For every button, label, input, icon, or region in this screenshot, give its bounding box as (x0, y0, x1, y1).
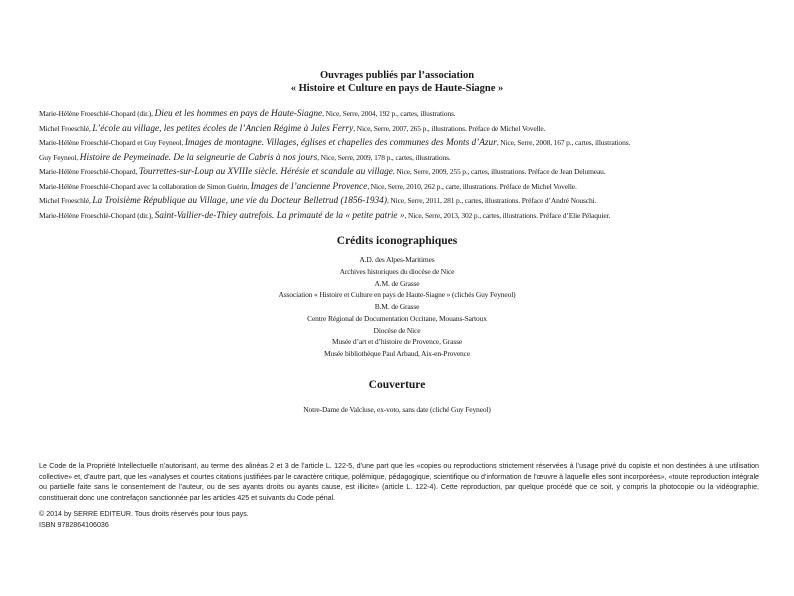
legal-paragraph: Le Code de la Propriété Intellectuelle n’autorisant, au terme des alinéas 2 et 3 de l’article L. 122-5, d’une part que les «copies ou reproductions strictement réservées à l’usage privé du copiste et non destinées à une utilisation collective» et, d’autre part, que les «analyses et courtes citations justifiées par le caractère critique, polémique, pédagogique, scientifique ou d’information de l’œuvre à laquelle elles sont incorporées», «toute reproduction intégrale ou partielle faite sans le consentement de l’auteur, ou de ses ayants droits ou ayants cause, est illicite» (article L. 122-4). Cette reproduction, par quelque procédé que ce soit, y compris la photocopie ou la vidéographie, constituerait donc une contrefaçon sanctionnée par les articles 425 et suivants du Code pénal. (39, 462, 759, 502)
credit-item: Diocèse de Nice (373, 325, 421, 335)
publication-item (39, 136, 759, 151)
publication-item (39, 180, 759, 195)
publications-title: Ouvrages publiés par l’association (319, 70, 475, 81)
publication-item (39, 194, 759, 209)
credits-title: Crédits iconographiques (336, 235, 458, 247)
publication-details: , Nice, Serre, 2008, 167 p., cartes, illustrations. (496, 138, 631, 147)
credit-item: Musée bibliothèque Paul Arbaud, Aix-en-Provence (323, 349, 471, 358)
publications-list (39, 107, 759, 223)
publications-subtitle: « Histoire et Culture en pays de Haute-Siagne » (290, 83, 504, 94)
publication-title: Images de montagne. Villages, églises et chapelles des communes des Monts d’Azur (184, 138, 497, 148)
publication-title: Histoire de Peymeinade. De la seigneurie de Cabris à nos jours (79, 152, 318, 163)
credit-item: A.M. de Grasse (374, 278, 420, 288)
publication-details: , Nice, Serre, 2004, 192 p., cartes, illustrations. (322, 109, 456, 118)
publication-title: L’école au village, les petites écoles de l’Ancien Régime à Jules Ferry (92, 123, 354, 134)
publication-item (39, 165, 759, 180)
cover-caption: Notre-Dame de Valcluse, ex-voto, sans date (cliché Guy Feyneol) (303, 405, 491, 414)
credit-item: A.D. des Alpes-Maritimes (359, 255, 435, 264)
publication-details: , Nice, Serre, 2013, 302 p., cartes, illustrations. Préface d’Elie Pélaquier. (404, 210, 611, 220)
publication-item (39, 122, 759, 137)
publication-item (39, 151, 759, 166)
credits-list (0, 254, 794, 360)
legal-notice (39, 461, 759, 530)
copyright-line: © 2014 by SERRE EDITEUR. Tous droits réservés pour tous pays. (39, 510, 249, 518)
publication-authors: Michel Froeschlé, (39, 196, 93, 205)
publication-title: Images de l’ancienne Provence (250, 181, 368, 192)
publication-authors: Marie-Hélène Froeschlé-Chopard, (39, 167, 139, 176)
publication-title: Dieu et les hommes en pays de Haute-Siagne (154, 109, 323, 119)
credit-item: Centre Régional de Documentation Occitane, Mouans-Sartoux (307, 313, 487, 323)
publication-title: Tourrettes-sur-Loup au XVIIIe siècle. Hérésie et scandale au village (138, 167, 393, 177)
publication-authors: Marie-Hélène Froeschlé-Chopard et Guy Feyneol, (39, 138, 185, 147)
credit-item: Musée d’art et d’histoire de Provence, Grasse (331, 337, 463, 347)
publication-title: La Troisième République au Village, une vie du Docteur Belletrud (1856-1934) (92, 196, 387, 206)
credit-item: B.M. de Grasse (374, 302, 420, 311)
publication-details: , Nice, Serre, 2010, 262 p., carte, illustrations. Préface de Michel Vovelle. (367, 181, 577, 191)
publication-details: , Nice, Serre, 2007, 265 p., illustrations. Préface de Michel Vovelle. (353, 123, 546, 133)
publication-authors: Marie-Hélène Froeschlé-Chopard (dir.), (39, 210, 155, 220)
cover-title: Couverture (368, 379, 426, 391)
isbn-line: ISBN 9782864106036 (39, 520, 109, 529)
publication-details: , Nice, Serre, 2011, 281 p., cartes, illustrations. Préface d’André Nouschi. (386, 196, 597, 205)
credit-item: Archives historiques du diocèse de Nice (339, 266, 455, 276)
credit-item: Association « Histoire et Culture en pays de Haute-Siagne » (clichés Guy Feyneol) (278, 290, 516, 300)
publication-authors: Michel Froeschlé, (39, 123, 93, 133)
publication-item (39, 107, 759, 122)
publication-authors: Guy Feyneol, (39, 152, 80, 162)
publication-authors: Marie-Hélène Froeschlé-Chopard (dir.), (39, 109, 155, 118)
publication-title: Saint-Vallier-de-Thiey autrefois. La primauté de la « petite patrie » (154, 210, 405, 221)
publication-authors: Marie-Hélène Froeschlé-Chopard avec la collaboration de Simon Guérin, (39, 181, 251, 191)
publication-item (39, 209, 759, 224)
publication-details: , Nice, Serre, 2009, 255 p., cartes, illustrations. Préface de Jean Delumeau. (392, 167, 606, 176)
publication-details: , Nice, Serre, 2009, 178 p., cartes, illustrations. (317, 152, 451, 162)
